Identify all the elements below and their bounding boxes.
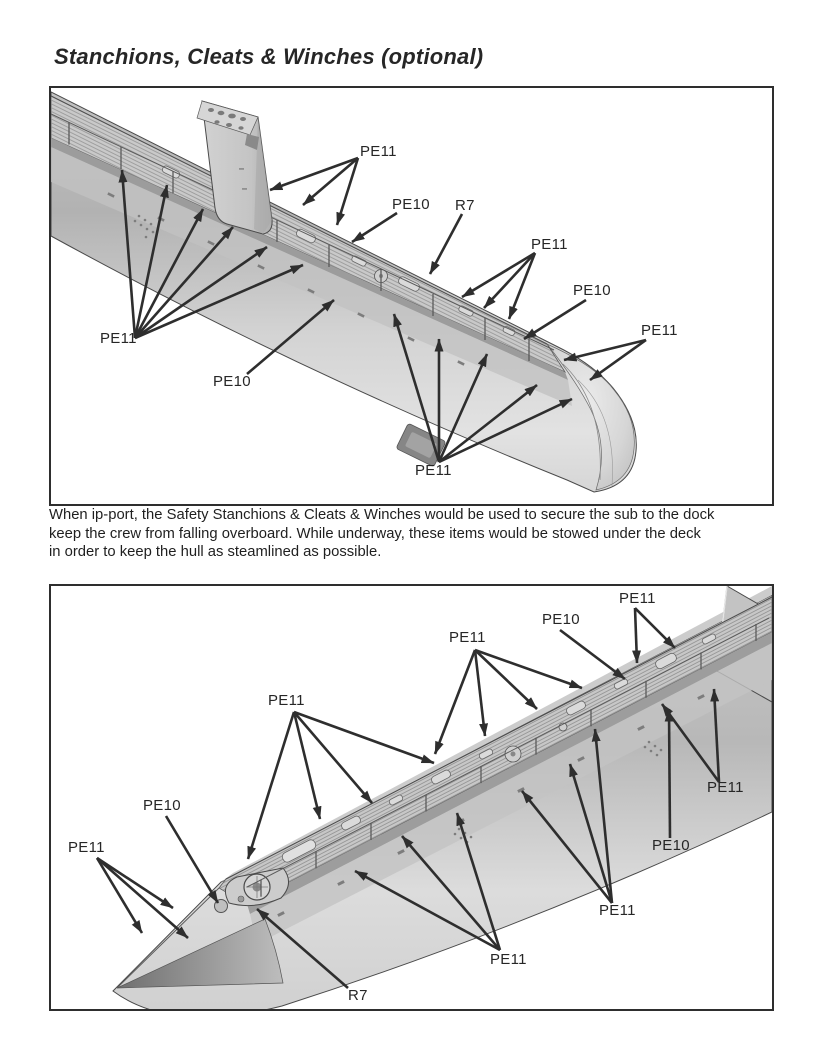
callout-label: PE10 — [573, 282, 611, 299]
callout-label: PE11 — [707, 779, 744, 796]
callout-label: PE10 — [542, 611, 580, 628]
caption-line: in order to keep the hull as steamlined as possible. — [49, 544, 382, 561]
callout-label: PE11 — [619, 590, 656, 607]
callout-label: PE11 — [100, 330, 137, 347]
submarine-bow-illustration — [51, 88, 772, 504]
callout-label: PE11 — [449, 629, 486, 646]
callout-label: PE11 — [268, 692, 305, 709]
callout-label: PE11 — [641, 322, 678, 339]
callout-label: PE10 — [652, 837, 690, 854]
figure-caption — [49, 506, 789, 562]
page-title: Stanchions, Cleats & Winches (optional) — [54, 44, 484, 69]
callout-label: PE11 — [531, 236, 568, 253]
callout-label: PE11 — [360, 143, 397, 160]
figure-bottom-illustration — [49, 584, 774, 1011]
callout-label: PE11 — [415, 462, 452, 479]
callout-label: PE10 — [213, 373, 251, 390]
figure-top-illustration — [49, 86, 774, 506]
callout-label: PE10 — [392, 196, 430, 213]
callout-label: PE11 — [490, 951, 527, 968]
caption-line: When ip-port, the Safety Stanchions & Cleats & Winches would be used to secure the sub to the dock — [49, 507, 715, 523]
callout-label: R7 — [348, 987, 368, 1004]
callout-label: PE11 — [68, 839, 105, 856]
caption-line: keep the crew from falling overboard. While underway, these items would be stowed under the deck — [49, 525, 701, 542]
callout-label: R7 — [455, 197, 475, 214]
callout-label: PE11 — [599, 902, 636, 919]
callout-label: PE10 — [143, 797, 181, 814]
